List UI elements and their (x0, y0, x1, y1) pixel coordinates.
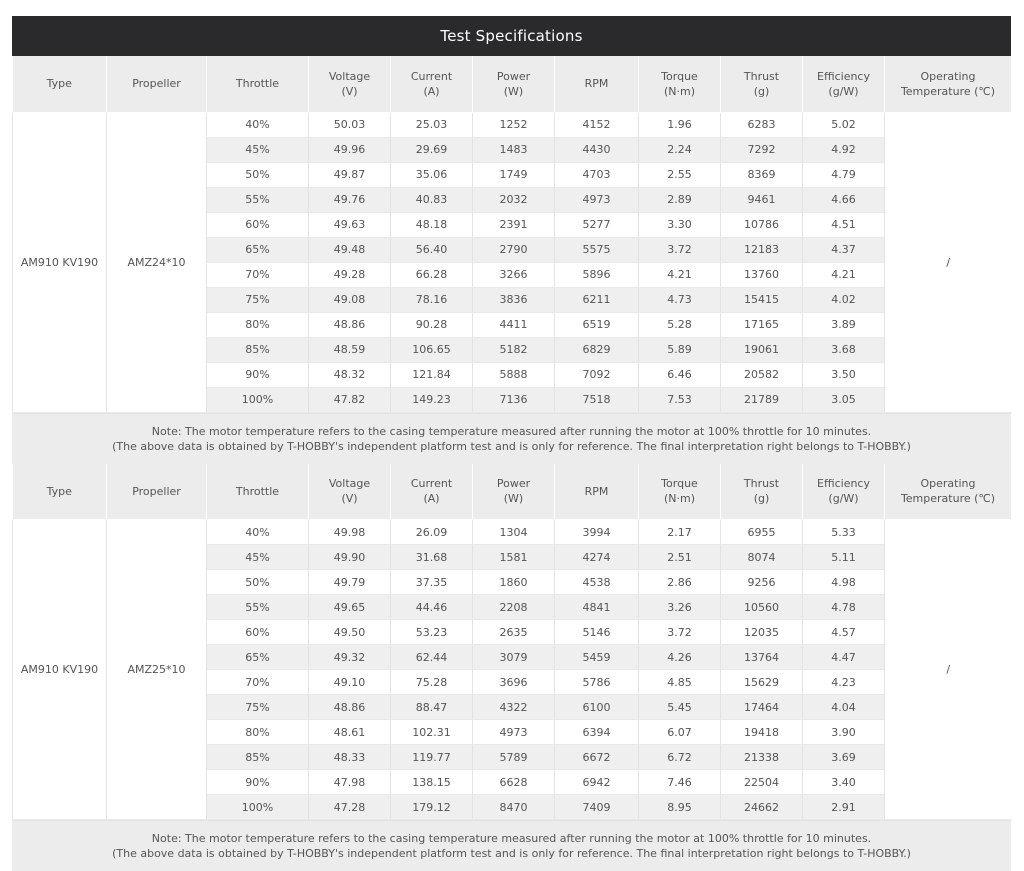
column-header-line: (g) (753, 84, 770, 98)
table-cell: 4430 (555, 137, 639, 162)
table-cell: 1252 (473, 112, 555, 137)
table-cell: 6672 (555, 745, 639, 770)
table-cell: 4.37 (803, 237, 885, 262)
table-cell: 4.21 (639, 262, 721, 287)
table-cell: 3994 (555, 520, 639, 545)
column-header (309, 464, 391, 520)
column-header-line: Voltage (328, 477, 371, 491)
table-cell: 1483 (473, 137, 555, 162)
table-cell: 3079 (473, 645, 555, 670)
table-cell: 49.96 (309, 137, 391, 162)
table-cell: 5459 (555, 645, 639, 670)
table-cell: 4.73 (639, 287, 721, 312)
table-cell: 70% (207, 670, 309, 695)
column-header (473, 56, 555, 112)
spec-page (12, 16, 1011, 871)
table-cell: 49.10 (309, 670, 391, 695)
table-cell: 40% (207, 112, 309, 137)
table-cell: 8470 (473, 795, 555, 820)
table-cell: 3.68 (803, 337, 885, 362)
table-cell: 47.82 (309, 387, 391, 412)
table-cell: 13764 (721, 645, 803, 670)
table-cell: 5786 (555, 670, 639, 695)
table-cell: 19418 (721, 720, 803, 745)
table-cell: 5.33 (803, 520, 885, 545)
column-header-line: Power (496, 69, 531, 83)
table-cell: 4.66 (803, 187, 885, 212)
table-cell: 138.15 (391, 770, 473, 795)
column-header-line: Temperature (℃) (900, 492, 996, 506)
table-cell: 75% (207, 287, 309, 312)
table-cell: 6942 (555, 770, 639, 795)
table-cell: 49.63 (309, 212, 391, 237)
column-header-line: (A) (423, 492, 440, 506)
table-cell: 49.90 (309, 545, 391, 570)
column-header-line: Thrust (743, 69, 780, 83)
motor-type-cell: AM910 KV190 (13, 520, 107, 820)
table-cell: 22504 (721, 770, 803, 795)
column-header (391, 464, 473, 520)
table-cell: 4274 (555, 545, 639, 570)
table-cell: 6.72 (639, 745, 721, 770)
column-header (639, 464, 721, 520)
table-cell: 50% (207, 570, 309, 595)
table-cell: 2.86 (639, 570, 721, 595)
table-cell: 5182 (473, 337, 555, 362)
column-header-line: (g/W) (828, 492, 859, 506)
table-cell: 5.28 (639, 312, 721, 337)
column-header (107, 56, 207, 112)
table-cell: 9256 (721, 570, 803, 595)
table-cell: 4.21 (803, 262, 885, 287)
table-cell: 35.06 (391, 162, 473, 187)
table-cell: 13760 (721, 262, 803, 287)
table-cell: 7092 (555, 362, 639, 387)
table-cell: 119.77 (391, 745, 473, 770)
column-header-line: (g) (753, 492, 770, 506)
note-text: Note: The motor temperature refers to the casing temperature measured after running the motor at 100% throttle for 10 minutes. (151, 424, 872, 438)
table-cell: 4.04 (803, 695, 885, 720)
table-cell: 5575 (555, 237, 639, 262)
column-header-line: Type (46, 484, 72, 498)
column-header-line: Operating (920, 69, 976, 83)
table-cell: 5277 (555, 212, 639, 237)
table-cell: 26.09 (391, 520, 473, 545)
note-text: (The above data is obtained by T-HOBBY's independent platform test and is only for reference. The final interpretation right belongs to T-HOBBY.) (112, 439, 911, 453)
table-cell: 3.72 (639, 620, 721, 645)
table-cell: 3.26 (639, 595, 721, 620)
table-cell: 48.86 (309, 695, 391, 720)
spec-table (12, 464, 1012, 821)
table-cell: 4538 (555, 570, 639, 595)
table-cell: 90% (207, 770, 309, 795)
table-cell: 6211 (555, 287, 639, 312)
table-cell: 4973 (473, 720, 555, 745)
table-cell: 65% (207, 645, 309, 670)
table-cell: 5.45 (639, 695, 721, 720)
column-header-line: Operating (920, 477, 976, 491)
table-cell: 50.03 (309, 112, 391, 137)
operating-temperature-cell: / (885, 520, 1012, 820)
table-note (12, 820, 1011, 871)
table-cell: 12035 (721, 620, 803, 645)
table-cell: 80% (207, 312, 309, 337)
table-cell: 5.11 (803, 545, 885, 570)
table-cell: 4.23 (803, 670, 885, 695)
column-header-line: Efficiency (817, 69, 870, 83)
column-header-line: Throttle (235, 77, 280, 91)
table-cell: 3696 (473, 670, 555, 695)
note-text: Note: The motor temperature refers to the casing temperature measured after running the motor at 100% throttle for 10 minutes. (151, 832, 872, 845)
table-row (13, 112, 1012, 137)
table-cell: 4703 (555, 162, 639, 187)
column-header-line: (N·m) (663, 84, 696, 98)
table-cell: 149.23 (391, 387, 473, 412)
table-cell: 6.07 (639, 720, 721, 745)
table-cell: 7409 (555, 795, 639, 820)
table-cell: 4411 (473, 312, 555, 337)
table-cell: 4152 (555, 112, 639, 137)
column-header-line: Throttle (235, 484, 280, 498)
table-cell: 7518 (555, 387, 639, 412)
table-cell: 106.65 (391, 337, 473, 362)
column-header (473, 464, 555, 520)
column-header (721, 56, 803, 112)
table-cell: 7136 (473, 387, 555, 412)
table-cell: 4.98 (803, 570, 885, 595)
table-cell: 49.50 (309, 620, 391, 645)
table-cell: 29.69 (391, 137, 473, 162)
table-cell: 5.89 (639, 337, 721, 362)
table-cell: 2391 (473, 212, 555, 237)
table-cell: 17464 (721, 695, 803, 720)
column-header-line: Thrust (743, 477, 780, 491)
table-cell: 3.50 (803, 362, 885, 387)
table-cell: 49.87 (309, 162, 391, 187)
table-cell: 53.23 (391, 620, 473, 645)
column-header-line: Type (46, 77, 72, 91)
table-cell: 7.53 (639, 387, 721, 412)
table-cell: 4.57 (803, 620, 885, 645)
column-header-line: (W) (503, 492, 524, 506)
table-cell: 78.16 (391, 287, 473, 312)
column-header (207, 464, 309, 520)
table-cell: 3.89 (803, 312, 885, 337)
table-cell: 121.84 (391, 362, 473, 387)
column-header-line: (A) (423, 84, 440, 98)
spec-table (12, 56, 1012, 413)
table-cell: 2.55 (639, 162, 721, 187)
table-cell: 4.02 (803, 287, 885, 312)
table-cell: 2.91 (803, 795, 885, 820)
table-cell: 65% (207, 237, 309, 262)
column-header-line: (W) (503, 84, 524, 98)
column-header (721, 464, 803, 520)
table-cell: 4.51 (803, 212, 885, 237)
column-header-line: Current (410, 69, 453, 83)
table-cell: 5896 (555, 262, 639, 287)
table-cell: 4.47 (803, 645, 885, 670)
table-cell: 4973 (555, 187, 639, 212)
motor-type-cell: AM910 KV190 (13, 112, 107, 412)
table-cell: 8.95 (639, 795, 721, 820)
table-cell: 2635 (473, 620, 555, 645)
table-cell: 47.28 (309, 795, 391, 820)
table-cell: 9461 (721, 187, 803, 212)
table-cell: 85% (207, 337, 309, 362)
table-cell: 4.78 (803, 595, 885, 620)
table-cell: 6394 (555, 720, 639, 745)
table-cell: 100% (207, 387, 309, 412)
column-header-line: (g/W) (828, 84, 859, 98)
table-cell: 4322 (473, 695, 555, 720)
table-cell: 6100 (555, 695, 639, 720)
table-cell: 6283 (721, 112, 803, 137)
table-cell: 3.90 (803, 720, 885, 745)
table-cell: 6519 (555, 312, 639, 337)
table-cell: 19061 (721, 337, 803, 362)
column-header-line: Torque (661, 477, 698, 491)
table-cell: 55% (207, 595, 309, 620)
table-cell: 37.35 (391, 570, 473, 595)
table-cell: 179.12 (391, 795, 473, 820)
table-cell: 6.46 (639, 362, 721, 387)
table-cell: 4.26 (639, 645, 721, 670)
header-row (13, 56, 1012, 112)
table-cell: 2208 (473, 595, 555, 620)
column-header (391, 56, 473, 112)
column-header (207, 56, 309, 112)
table-cell: 8074 (721, 545, 803, 570)
table-cell: 12183 (721, 237, 803, 262)
table-cell: 2032 (473, 187, 555, 212)
table-cell: 5.02 (803, 112, 885, 137)
table-cell: 49.79 (309, 570, 391, 595)
table-cell: 44.46 (391, 595, 473, 620)
table-cell: 1304 (473, 520, 555, 545)
table-cell: 48.59 (309, 337, 391, 362)
table-cell: 48.33 (309, 745, 391, 770)
table-cell: 5789 (473, 745, 555, 770)
propeller-cell: AMZ24*10 (107, 112, 207, 412)
column-header-line: Efficiency (817, 477, 870, 491)
table-cell: 56.40 (391, 237, 473, 262)
column-header (555, 56, 639, 112)
table-cell: 6955 (721, 520, 803, 545)
table-cell: 2.24 (639, 137, 721, 162)
table-cell: 4.92 (803, 137, 885, 162)
table-cell: 40% (207, 520, 309, 545)
table-cell: 3.69 (803, 745, 885, 770)
table-cell: 15629 (721, 670, 803, 695)
table-cell: 25.03 (391, 112, 473, 137)
column-header (107, 464, 207, 520)
table-cell: 45% (207, 137, 309, 162)
table-cell: 3.72 (639, 237, 721, 262)
header-row (13, 464, 1012, 520)
table-cell: 80% (207, 720, 309, 745)
table-cell: 15415 (721, 287, 803, 312)
table-cell: 70% (207, 262, 309, 287)
column-header-line: Voltage (328, 69, 371, 83)
table-cell: 6628 (473, 770, 555, 795)
table-cell: 60% (207, 620, 309, 645)
table-cell: 5888 (473, 362, 555, 387)
table-cell: 49.98 (309, 520, 391, 545)
table-cell: 48.86 (309, 312, 391, 337)
table-cell: 48.61 (309, 720, 391, 745)
column-header (885, 56, 1012, 112)
table-cell: 75% (207, 695, 309, 720)
column-header-line: (V) (341, 84, 358, 98)
table-cell: 100% (207, 795, 309, 820)
operating-temperature-cell: / (885, 112, 1012, 412)
table-cell: 49.65 (309, 595, 391, 620)
table-cell: 85% (207, 745, 309, 770)
table-cell: 3836 (473, 287, 555, 312)
column-header-line: Power (496, 477, 531, 491)
table-cell: 1749 (473, 162, 555, 187)
table-cell: 2.51 (639, 545, 721, 570)
table-cell: 90% (207, 362, 309, 387)
table-cell: 102.31 (391, 720, 473, 745)
column-header (803, 56, 885, 112)
table-cell: 49.48 (309, 237, 391, 262)
table-cell: 17165 (721, 312, 803, 337)
column-header-line: Propeller (132, 77, 181, 91)
table-cell: 2.89 (639, 187, 721, 212)
table-cell: 88.47 (391, 695, 473, 720)
column-header (885, 464, 1012, 520)
table-cell: 21789 (721, 387, 803, 412)
table-cell: 3266 (473, 262, 555, 287)
column-header (803, 464, 885, 520)
table-cell: 49.28 (309, 262, 391, 287)
table-cell: 8369 (721, 162, 803, 187)
table-cell: 4841 (555, 595, 639, 620)
table-cell: 49.32 (309, 645, 391, 670)
table-cell: 24662 (721, 795, 803, 820)
note-text: (The above data is obtained by T-HOBBY's independent platform test and is only for reference. The final interpretation right belongs to T-HOBBY.) (112, 847, 911, 860)
table-note (12, 413, 1011, 464)
column-header-line: RPM (584, 77, 609, 91)
table-cell: 4.79 (803, 162, 885, 187)
table-cell: 3.40 (803, 770, 885, 795)
column-header-line: Current (410, 477, 453, 491)
table-cell: 20582 (721, 362, 803, 387)
table-cell: 5146 (555, 620, 639, 645)
column-header (309, 56, 391, 112)
table-cell: 4.85 (639, 670, 721, 695)
column-header-line: RPM (584, 484, 609, 498)
table-cell: 62.44 (391, 645, 473, 670)
table-cell: 47.98 (309, 770, 391, 795)
column-header (13, 56, 107, 112)
table-cell: 3.30 (639, 212, 721, 237)
spec-tables (12, 56, 1011, 871)
table-cell: 48.32 (309, 362, 391, 387)
table-cell: 49.08 (309, 287, 391, 312)
table-cell: 45% (207, 545, 309, 570)
column-header (13, 464, 107, 520)
page-title: Test Specifications (12, 16, 1011, 56)
table-cell: 75.28 (391, 670, 473, 695)
table-cell: 6829 (555, 337, 639, 362)
table-cell: 1.96 (639, 112, 721, 137)
table-cell: 90.28 (391, 312, 473, 337)
table-cell: 55% (207, 187, 309, 212)
column-header-line: (V) (341, 492, 358, 506)
table-cell: 48.18 (391, 212, 473, 237)
column-header-line: (N·m) (663, 492, 696, 506)
table-cell: 1860 (473, 570, 555, 595)
table-cell: 50% (207, 162, 309, 187)
table-cell: 3.05 (803, 387, 885, 412)
table-cell: 31.68 (391, 545, 473, 570)
table-cell: 60% (207, 212, 309, 237)
table-cell: 21338 (721, 745, 803, 770)
table-cell: 7.46 (639, 770, 721, 795)
column-header (555, 464, 639, 520)
table-cell: 49.76 (309, 187, 391, 212)
column-header-line: Propeller (132, 484, 181, 498)
table-cell: 2.17 (639, 520, 721, 545)
table-cell: 66.28 (391, 262, 473, 287)
column-header-line: Temperature (℃) (900, 84, 996, 98)
column-header (639, 56, 721, 112)
table-cell: 2790 (473, 237, 555, 262)
table-cell: 10560 (721, 595, 803, 620)
table-cell: 1581 (473, 545, 555, 570)
propeller-cell: AMZ25*10 (107, 520, 207, 820)
table-row (13, 520, 1012, 545)
table-cell: 10786 (721, 212, 803, 237)
table-cell: 7292 (721, 137, 803, 162)
column-header-line: Torque (661, 69, 698, 83)
table-cell: 40.83 (391, 187, 473, 212)
